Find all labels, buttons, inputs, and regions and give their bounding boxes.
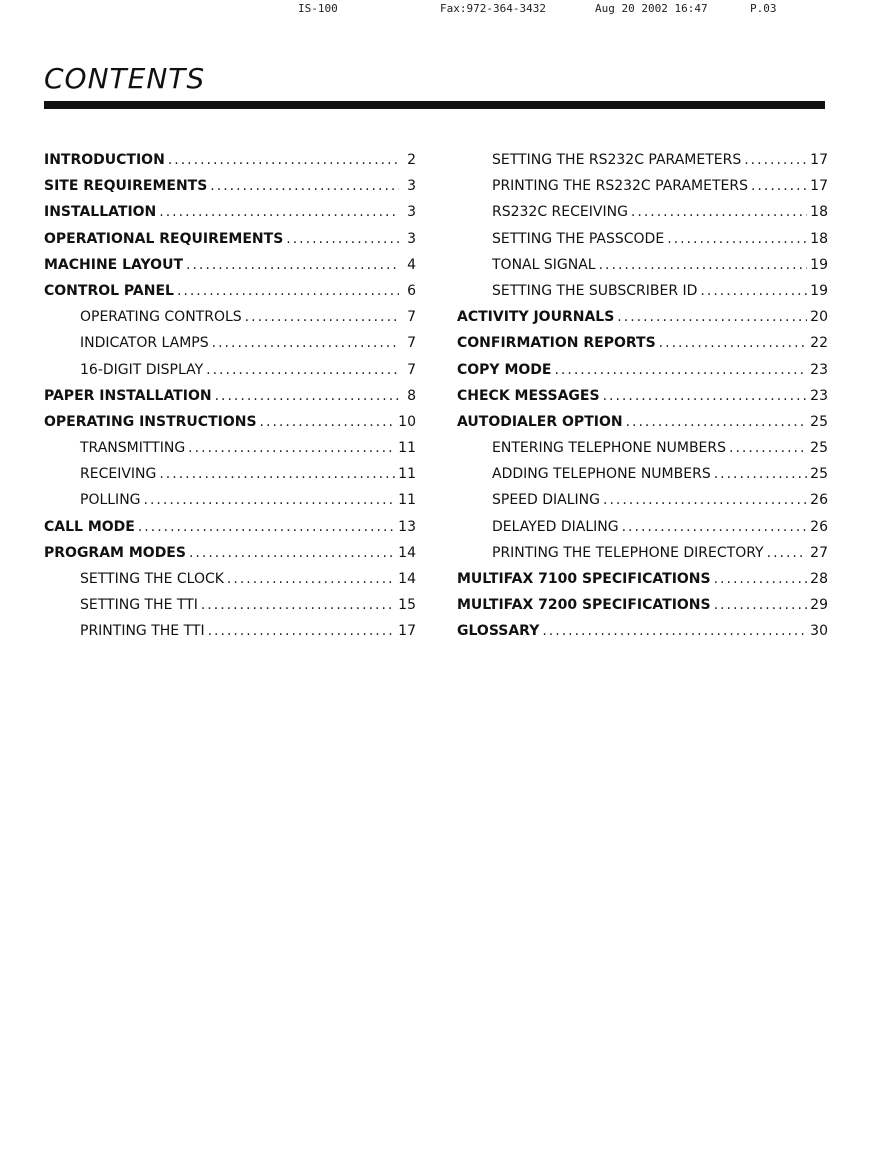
toc-entry-page: 23	[810, 387, 828, 404]
toc-entry-label: OPERATING CONTROLS	[80, 309, 242, 326]
toc-entry-page: 19	[810, 256, 828, 273]
toc-entry	[44, 492, 416, 518]
toc-leader-dots	[227, 571, 395, 587]
toc-entry-label: RS232C RECEIVING	[492, 204, 628, 221]
toc-entry-page: 19	[810, 282, 828, 299]
toc-entry	[44, 388, 416, 414]
toc-entry	[457, 414, 828, 440]
toc-entry	[44, 152, 416, 178]
toc-entry	[44, 597, 416, 623]
toc-entry-page: 22	[810, 335, 828, 352]
fax-header-date: Aug 20 2002 16:47	[595, 2, 708, 15]
toc-entry-page: 15	[398, 597, 416, 614]
toc-right-column	[457, 152, 828, 650]
toc-leader-dots	[210, 178, 399, 194]
fax-header-id: IS-100	[298, 2, 338, 15]
toc-entry	[44, 257, 416, 283]
toc-entry	[457, 545, 828, 571]
toc-leader-dots	[744, 152, 807, 168]
toc-entry-page: 30	[810, 623, 828, 640]
toc-leader-dots	[767, 545, 808, 561]
toc-entry-label: POLLING	[80, 492, 141, 509]
toc-entry	[457, 231, 828, 257]
toc-entry	[457, 492, 828, 518]
toc-entry	[457, 204, 828, 230]
toc-leader-dots	[212, 335, 399, 351]
toc-entry	[44, 440, 416, 466]
toc-entry-page: 17	[398, 623, 416, 640]
toc-entry-label: INDICATOR LAMPS	[80, 335, 209, 352]
toc-entry-page: 11	[398, 440, 416, 457]
toc-entry-page: 23	[810, 361, 828, 378]
toc-entry	[44, 178, 416, 204]
toc-leader-dots	[700, 283, 807, 299]
toc-entry-label: RECEIVING	[80, 466, 157, 483]
toc-entry-label: ACTIVITY JOURNALS	[457, 309, 615, 326]
toc-entry	[457, 519, 828, 545]
toc-leader-dots	[659, 335, 808, 351]
toc-entry	[457, 362, 828, 388]
toc-entry-label: ADDING TELEPHONE NUMBERS	[492, 466, 711, 483]
toc-entry-page: 18	[810, 204, 828, 221]
toc-entry-label: SPEED DIALING	[492, 492, 600, 509]
toc-entry	[44, 309, 416, 335]
toc-entry-label: MULTIFAX 7100 SPECIFICATIONS	[457, 571, 711, 587]
toc-entry-label: CONTROL PANEL	[44, 282, 174, 299]
toc-leader-dots	[542, 623, 807, 639]
toc-entry-label: PRINTING THE RS232C PARAMETERS	[492, 178, 748, 195]
toc-entry	[44, 414, 416, 440]
toc-entry-page: 3	[407, 230, 416, 247]
toc-leader-dots	[714, 597, 808, 613]
toc-entry-label: PROGRAM MODES	[44, 544, 186, 561]
toc-entry-label: MULTIFAX 7200 SPECIFICATIONS	[457, 597, 711, 614]
toc-left-column	[44, 152, 416, 650]
toc-entry-label: SETTING THE PASSCODE	[492, 230, 665, 247]
toc-entry	[457, 597, 828, 623]
toc-entry	[457, 466, 828, 492]
toc-entry	[44, 283, 416, 309]
toc-entry-page: 27	[810, 544, 828, 561]
toc-entry-page: 25	[810, 413, 828, 430]
toc-leader-dots	[188, 440, 395, 456]
toc-entry-label: AUTODIALER OPTION	[457, 413, 623, 430]
toc-entry	[44, 362, 416, 388]
toc-entry	[44, 623, 416, 649]
page-title: CONTENTS	[44, 62, 206, 95]
toc-entry	[457, 440, 828, 466]
toc-entry-label: TONAL SIGNAL	[492, 256, 596, 273]
toc-leader-dots	[159, 466, 395, 482]
toc-entry	[44, 571, 416, 597]
toc-entry	[457, 623, 828, 649]
toc-entry	[457, 283, 828, 309]
toc-entry-label: INSTALLATION	[44, 204, 157, 221]
toc-entry-page: 11	[398, 492, 416, 509]
toc-leader-dots	[714, 571, 808, 587]
toc-entry-label: SETTING THE CLOCK	[80, 571, 224, 587]
toc-entry-page: 7	[407, 361, 416, 378]
toc-entry	[457, 178, 828, 204]
toc-leader-dots	[617, 309, 807, 325]
toc-leader-dots	[206, 362, 399, 378]
toc-leader-dots	[626, 414, 808, 430]
toc-entry-page: 14	[398, 571, 416, 587]
toc-entry-page: 6	[407, 282, 416, 299]
toc-leader-dots	[631, 204, 807, 220]
toc-entry-label: TRANSMITTING	[80, 440, 186, 457]
toc-leader-dots	[622, 519, 808, 535]
toc-entry-page: 20	[810, 309, 828, 326]
toc-leader-dots	[286, 231, 399, 247]
toc-entry-page: 14	[398, 544, 416, 561]
toc-leader-dots	[751, 178, 807, 194]
toc-entry-label: SETTING THE RS232C PARAMETERS	[492, 152, 742, 168]
toc-leader-dots	[186, 257, 399, 273]
toc-entry-page: 10	[398, 413, 416, 430]
toc-entry-page: 4	[407, 256, 416, 273]
toc-entry-label: ENTERING TELEPHONE NUMBERS	[492, 440, 727, 457]
toc-leader-dots	[667, 231, 807, 247]
toc-entry	[44, 466, 416, 492]
toc-entry-page: 17	[810, 178, 828, 195]
toc-entry-page: 2	[407, 152, 416, 168]
toc-leader-dots	[177, 283, 399, 299]
toc-entry	[44, 519, 416, 545]
toc-entry-page: 29	[810, 597, 828, 614]
toc-leader-dots	[215, 388, 399, 404]
toc-entry-page: 25	[810, 466, 828, 483]
toc-entry-page: 26	[810, 492, 828, 509]
toc-entry-label: GLOSSARY	[457, 623, 540, 640]
toc-leader-dots	[603, 388, 808, 404]
toc-entry-page: 17	[810, 152, 828, 168]
toc-entry	[44, 335, 416, 361]
toc-entry-label: PAPER INSTALLATION	[44, 387, 212, 404]
toc-leader-dots	[554, 362, 807, 378]
title-rule	[44, 101, 825, 109]
toc-leader-dots	[144, 492, 396, 508]
toc-entry-page: 13	[398, 518, 416, 535]
toc-entry-label: DELAYED DIALING	[492, 518, 619, 535]
toc-entry	[457, 335, 828, 361]
toc-entry-label: CALL MODE	[44, 518, 135, 535]
toc-entry-label: OPERATIONAL REQUIREMENTS	[44, 230, 284, 247]
toc-leader-dots	[714, 466, 807, 482]
toc-entry	[44, 204, 416, 230]
toc-entry-page: 7	[407, 335, 416, 352]
toc-leader-dots	[729, 440, 807, 456]
toc-leader-dots	[201, 597, 395, 613]
toc-leader-dots	[599, 257, 808, 273]
toc-entry-page: 3	[407, 204, 416, 221]
toc-entry-page: 18	[810, 230, 828, 247]
toc-leader-dots	[189, 545, 395, 561]
toc-entry	[457, 152, 828, 178]
toc-leader-dots	[159, 204, 399, 220]
toc-entry	[457, 571, 828, 597]
toc-entry-label: INTRODUCTION	[44, 152, 165, 168]
toc-entry-page: 25	[810, 440, 828, 457]
toc-entry	[457, 388, 828, 414]
toc-entry	[44, 231, 416, 257]
toc-entry-label: SITE REQUIREMENTS	[44, 178, 208, 195]
toc-leader-dots	[138, 519, 395, 535]
toc-leader-dots	[245, 309, 399, 325]
toc-entry-label: OPERATING INSTRUCTIONS	[44, 413, 257, 430]
toc-entry-label: CONFIRMATION REPORTS	[457, 335, 656, 352]
toc-leader-dots	[603, 492, 807, 508]
fax-header-number: Fax:972-364-3432	[440, 2, 546, 15]
toc-entry-label: 16-DIGIT DISPLAY	[80, 361, 204, 378]
toc-entry-label: MACHINE LAYOUT	[44, 256, 183, 273]
toc-leader-dots	[168, 152, 399, 168]
toc-leader-dots	[260, 414, 396, 430]
toc-entry	[44, 545, 416, 571]
toc-entry-page: 7	[407, 309, 416, 326]
toc-entry-label: COPY MODE	[457, 361, 552, 378]
toc-entry-label: SETTING THE TTI	[80, 597, 198, 614]
toc-entry-label: PRINTING THE TTI	[80, 623, 205, 640]
toc-entry-page: 28	[810, 571, 828, 587]
toc-entry	[457, 309, 828, 335]
toc-entry-page: 11	[398, 466, 416, 483]
toc-entry-label: PRINTING THE TELEPHONE DIRECTORY	[492, 544, 764, 561]
toc-entry-label: CHECK MESSAGES	[457, 387, 600, 404]
toc-entry-page: 3	[407, 178, 416, 195]
toc-entry-label: SETTING THE SUBSCRIBER ID	[492, 282, 698, 299]
toc-entry-page: 8	[407, 387, 416, 404]
fax-header	[0, 0, 893, 20]
toc-leader-dots	[208, 623, 396, 639]
toc-entry	[457, 257, 828, 283]
fax-header-page: P.03	[750, 2, 777, 15]
toc-entry-page: 26	[810, 518, 828, 535]
